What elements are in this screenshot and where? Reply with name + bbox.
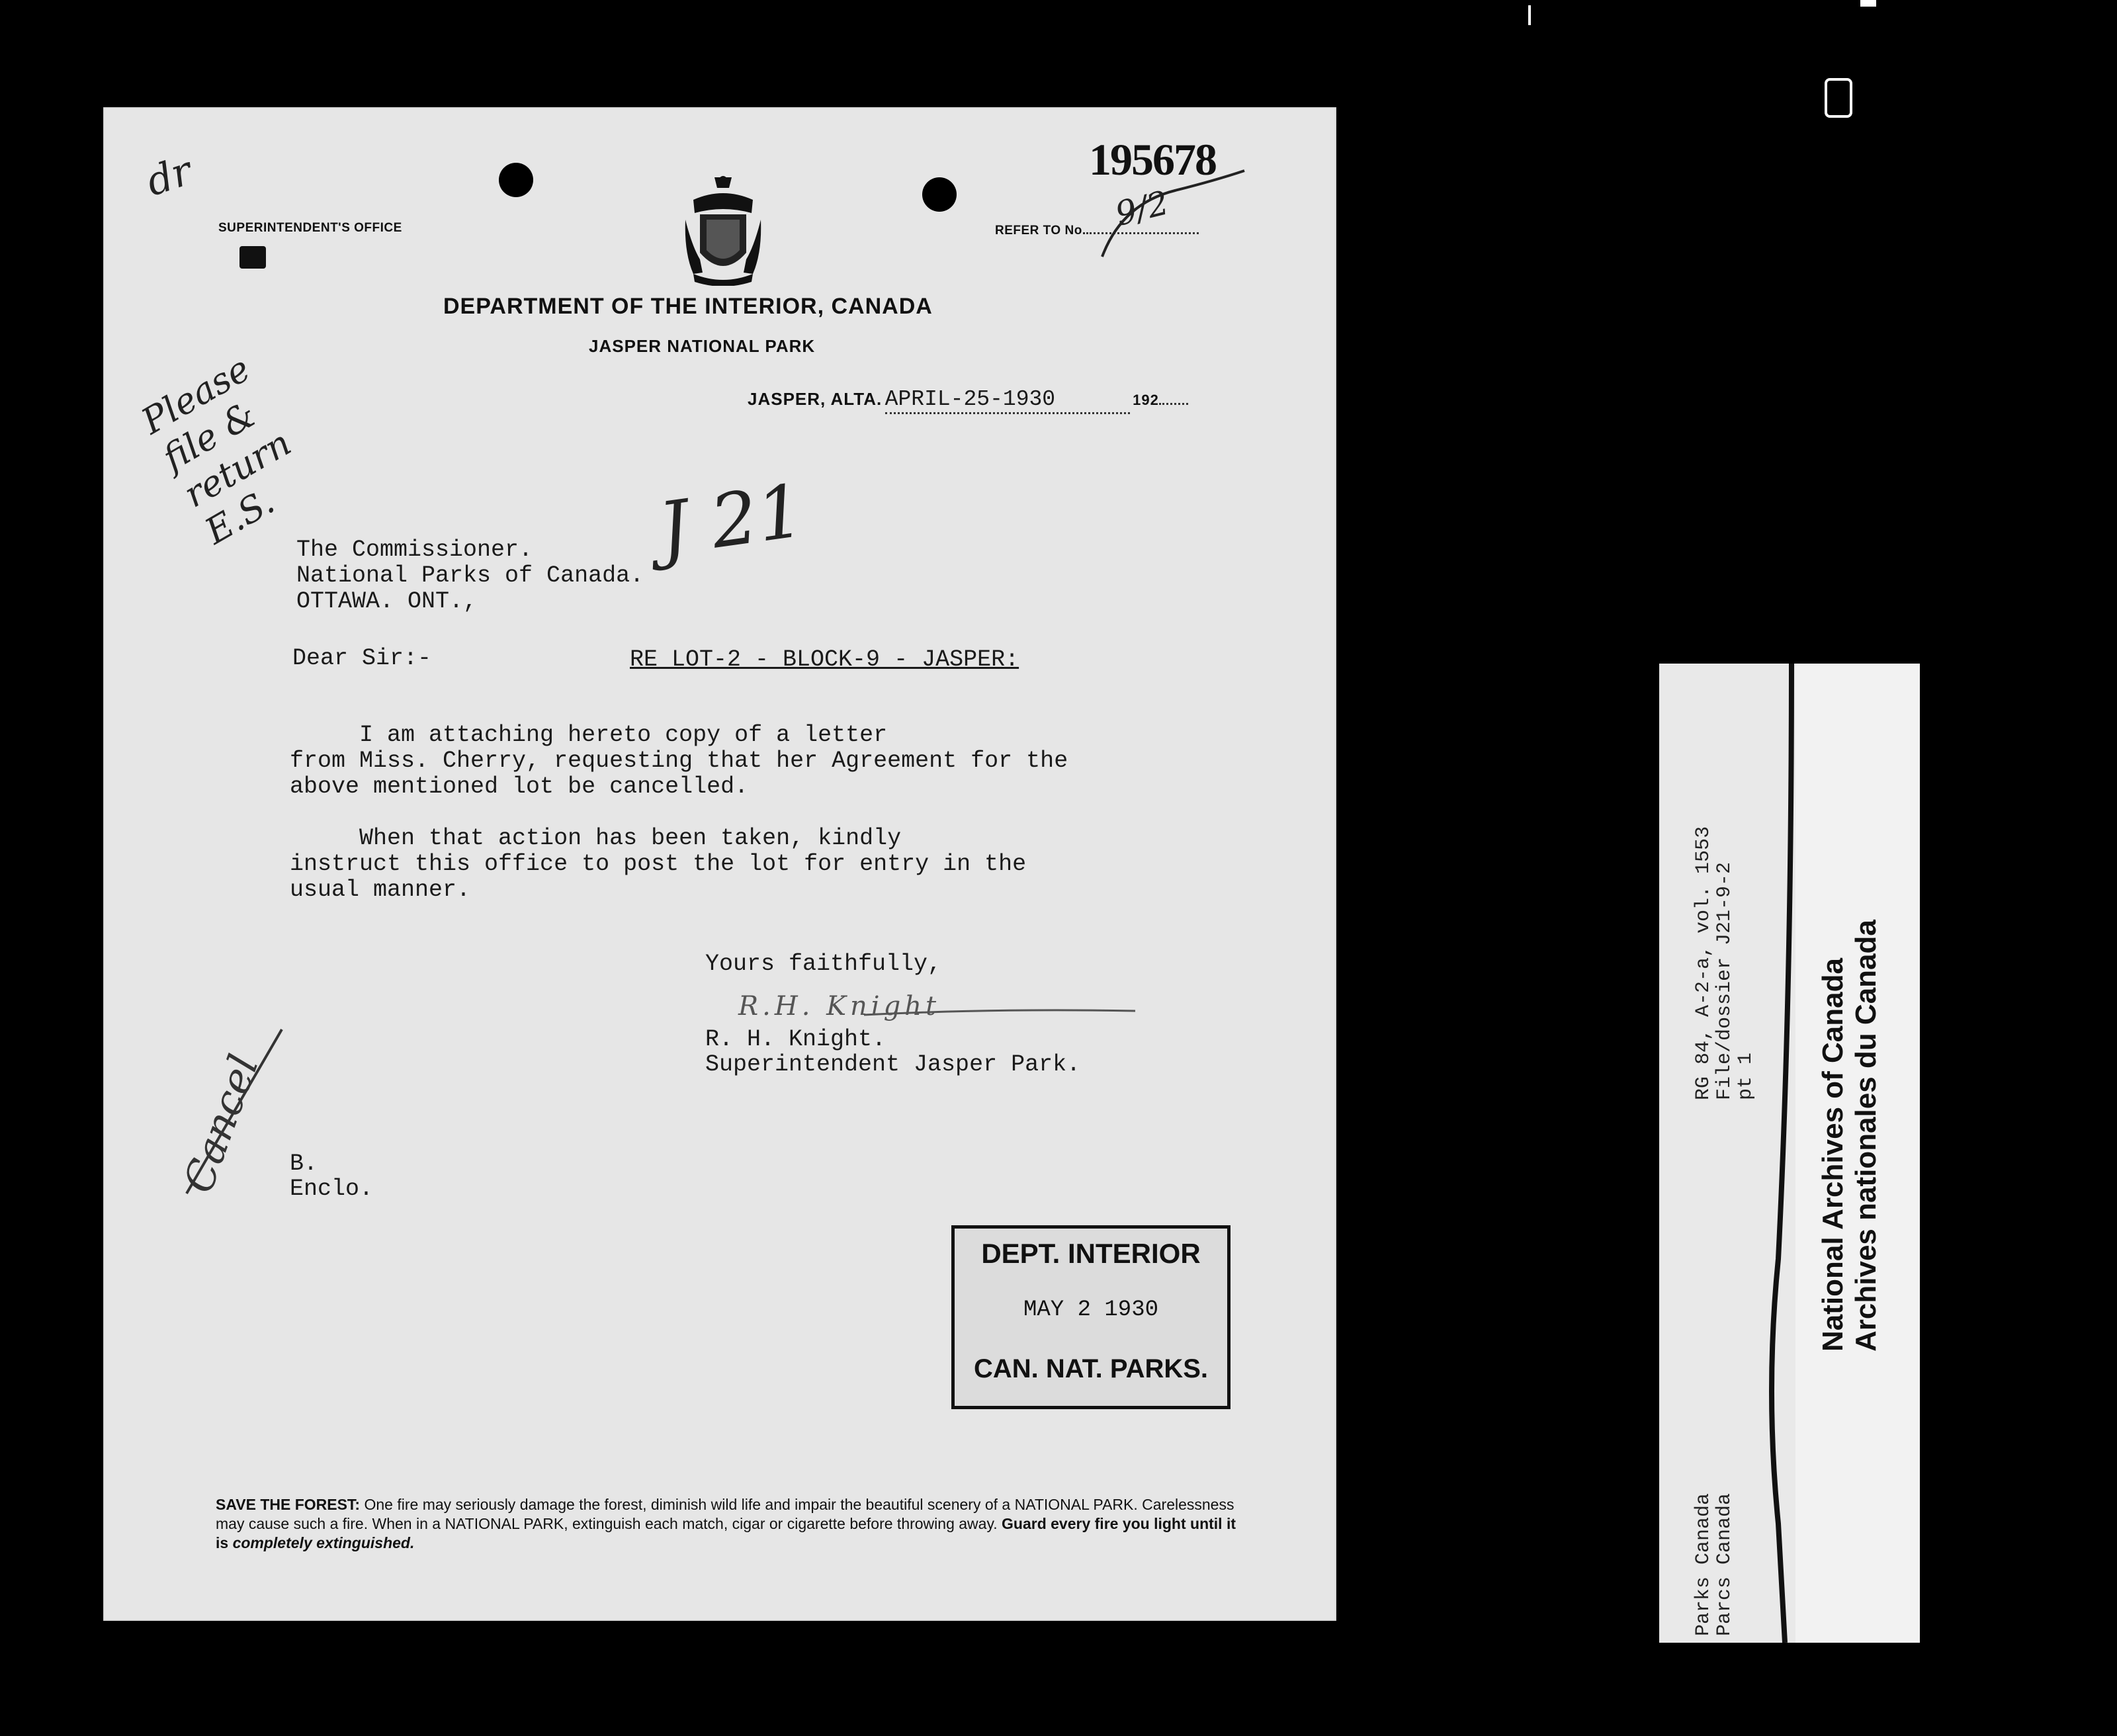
stamp-department: DEPT. INTERIOR xyxy=(981,1238,1201,1269)
recipient-line-3: OTTAWA. ONT., xyxy=(296,588,478,615)
stamp-branch: CAN. NAT. PARKS. xyxy=(973,1354,1209,1383)
subject-line: RE LOT-2 - BLOCK-9 - JASPER: xyxy=(630,646,1019,673)
film-frame-mark xyxy=(1825,78,1852,118)
notice-lead: SAVE THE FOREST: xyxy=(216,1496,361,1513)
refer-to-number: 9/2 xyxy=(1111,183,1173,234)
cancel-slash-stroke xyxy=(183,1027,288,1199)
place-date-line xyxy=(748,386,1188,414)
signer-name: R. H. Knight. xyxy=(705,1026,886,1053)
film-edge-mark xyxy=(1860,0,1876,7)
enclosure-note: Enclo. xyxy=(290,1176,374,1202)
margin-handwritten-note: Please file & return E.S. xyxy=(134,347,298,552)
handwritten-file-ref: J 21 xyxy=(654,468,809,572)
archive-ref-line-3: pt 1 xyxy=(1735,1052,1757,1100)
recipient-line-1: The Commissioner. xyxy=(296,537,533,563)
recipient-line-2: National Parks of Canada. xyxy=(296,562,644,589)
agency-name-fr: Parcs Canada xyxy=(1713,1493,1736,1636)
archive-ref-line-2: File/dossier J21-9-2 xyxy=(1713,861,1736,1100)
place-label: JASPER, ALTA. xyxy=(748,389,883,409)
salutation: Dear Sir:- xyxy=(292,645,432,672)
refer-to-text: REFER TO No. xyxy=(995,224,1086,238)
body-paragraph-1: I am attaching hereto copy of a letter from Miss. Cherry, requesting that her Agreement for the above mentioned lot be cancelled. xyxy=(290,722,1068,800)
file-number: 195678 xyxy=(1089,134,1216,185)
film-edge-mark xyxy=(1528,5,1531,25)
signer-title: Superintendent Jasper Park. xyxy=(705,1051,1081,1078)
save-the-forest-notice xyxy=(216,1495,1241,1553)
signature-underline-stroke xyxy=(864,1002,1142,1021)
archive-reference-label xyxy=(1659,664,1797,1643)
letter-date: APRIL-25-1930 xyxy=(885,386,1130,414)
archives-name-fr: Archives nationales du Canada xyxy=(1850,920,1882,1352)
notice-text: One fire may seriously damage the forest, diminish wild life and impair the beautiful scenery of a NATIONAL PARK. Carelessness may cause such a fire. When in a NATIONAL PARK, extinguish each match, cigar or cigarette before throwing away. xyxy=(216,1496,1234,1532)
punch-hole xyxy=(499,163,533,197)
handwritten-initials: dr xyxy=(140,148,198,206)
ink-blot xyxy=(239,246,266,269)
notice-italic: completely extinguished. xyxy=(232,1534,415,1551)
handwritten-signature: R.H. Knight xyxy=(738,991,941,1021)
archives-name-en: National Archives of Canada xyxy=(1817,958,1849,1352)
cancel-handwritten-note: Cancel xyxy=(173,1048,268,1199)
agency-name-en: Parks Canada xyxy=(1692,1493,1715,1636)
received-date-stamp xyxy=(951,1225,1231,1409)
notice-bold: Guard every fire you light until it is xyxy=(216,1515,1236,1551)
label-divider-curve xyxy=(1758,664,1798,1643)
archive-ref-line-1: RG 84, A-2-a, vol. 1553 xyxy=(1692,826,1715,1100)
valediction: Yours faithfully, xyxy=(705,951,942,977)
archives-name-label xyxy=(1795,664,1920,1643)
stamp-date: MAY 2 1930 xyxy=(1023,1297,1159,1323)
office-label: SUPERINTENDENT'S OFFICE xyxy=(218,221,402,235)
coat-of-arms-emblem xyxy=(680,173,766,286)
typist-initials: B. xyxy=(290,1150,318,1177)
year-suffix: 192 xyxy=(1133,392,1159,408)
department-name: DEPARTMENT OF THE INTERIOR, CANADA xyxy=(443,294,933,319)
punch-hole xyxy=(922,177,957,212)
body-paragraph-2: When that action has been taken, kindly instruct this office to post the lot for entry in the usual manner. xyxy=(290,825,1027,903)
park-name: JASPER NATIONAL PARK xyxy=(589,336,816,356)
